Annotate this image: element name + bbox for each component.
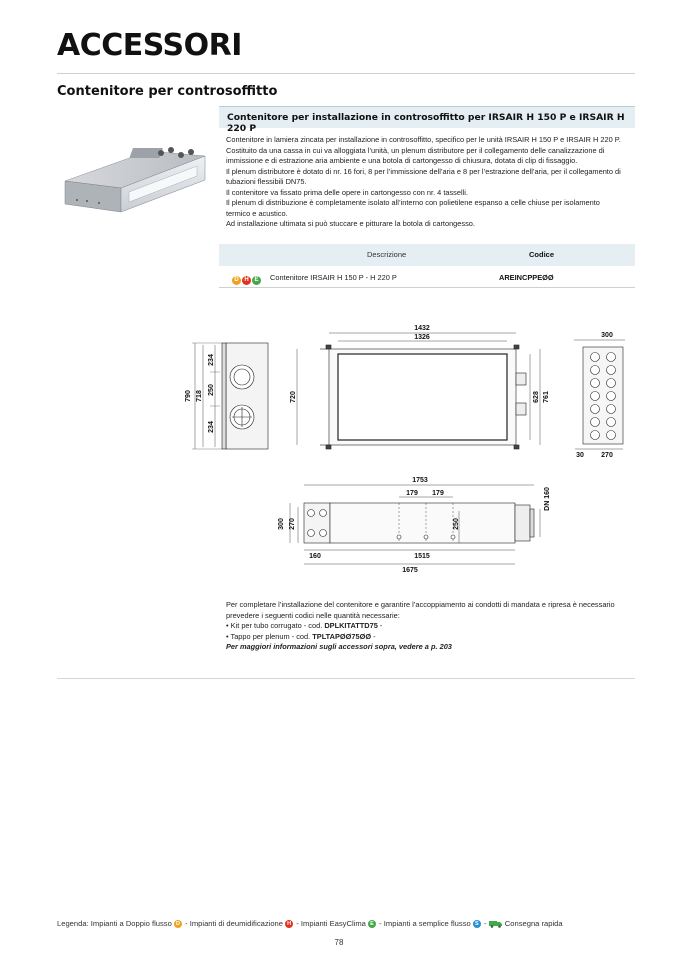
technical-drawing [170, 310, 640, 590]
dim-30: 30 [576, 452, 584, 459]
notes-item [226, 621, 636, 632]
dim-270: 270 [289, 518, 296, 530]
easyclima-badge-icon: E [368, 920, 376, 928]
easyclima-badge-icon: E [252, 276, 261, 285]
legend-text: - Impianti di deumidificazione [185, 919, 283, 928]
double-flow-badge-icon: D [174, 920, 182, 928]
dim-790: 790 [185, 390, 192, 402]
desc-line: Contenitore in lamiera zincata per installazione in controsoffitto, specifico per le unità IRSAIR H 150 P e IRSAIR H 220 P. [226, 135, 621, 144]
dim-718: 718 [196, 390, 203, 402]
col-code-header: Codice [529, 250, 555, 259]
section-divider [57, 678, 635, 679]
dim-dn160: DN 160 [544, 487, 551, 511]
product-description [226, 135, 632, 230]
dehumidification-badge-icon: H [285, 920, 293, 928]
legend [57, 919, 563, 928]
single-flow-badge-icon: S [473, 920, 481, 928]
dehumidification-badge-icon: H [242, 276, 251, 285]
dim-270: 270 [601, 452, 613, 459]
page-number: 78 [334, 938, 344, 947]
notes-item [226, 632, 636, 643]
table-header [219, 244, 635, 266]
dim-1515: 1515 [414, 553, 430, 560]
dim-234: 234 [208, 354, 215, 366]
notes-item-code: TPLTAPØØ75ØØ [312, 631, 372, 641]
legend-text: - Impianti EasyClima [296, 919, 366, 928]
table-row [219, 266, 635, 288]
dim-179: 179 [432, 490, 444, 497]
dim-179: 179 [406, 490, 418, 497]
dim-234: 234 [208, 421, 215, 433]
product-box-header [219, 106, 635, 134]
dim-628: 628 [533, 391, 540, 403]
double-flow-badge-icon: D [232, 276, 241, 285]
notes-more-info: Per maggiori informazioni sugli accessori sopra, vedere a p. 203 [226, 642, 452, 652]
side-view [192, 343, 268, 449]
desc-line: Il contenitore va fissato prima delle opere in cartongesso con nr. 4 tasselli. [226, 187, 468, 197]
notes-item-prefix: • Tappo per plenum - cod. [226, 631, 313, 641]
desc-line: Costituito da una cassa in cui va alloggiata l’unità, un plenum distributore per il collegamento delle canalizzazione di [226, 145, 605, 155]
row-description: Contenitore IRSAIR H 150 P - H 220 P [270, 273, 397, 282]
title-divider [57, 73, 635, 74]
product-box-title: Contenitore per installazione in controsoffitto per IRSAIR H 150 P e IRSAIR H 220 P [227, 112, 625, 134]
dim-1675: 1675 [402, 567, 418, 574]
dim-250: 250 [453, 518, 460, 530]
row-code: AREINCPPEØØ [499, 273, 554, 282]
dim-761: 761 [543, 391, 550, 403]
desc-line: immissione e di estrazione aria ambiente e una botola di cartongesso di chiusura, dotata di clip di fissaggio. [226, 156, 578, 165]
installation-notes [226, 600, 636, 653]
plenum-view [574, 340, 625, 449]
dim-1326: 1326 [414, 334, 430, 341]
desc-line: tubazioni flessibili DN75. [226, 177, 307, 186]
page-title: ACCESSORI [57, 28, 242, 63]
legend-text: - Impianti a semplice flusso [379, 919, 471, 928]
dim-300: 300 [278, 518, 285, 530]
dim-160: 160 [309, 553, 321, 560]
notes-intro: Per completare l’installazione del contenitore e garantire l’accoppiamento ai condotti di mandata e ripresa è necessario prevedere i seguenti codici nelle quantità necessarie: [226, 600, 615, 620]
legend-text: - [483, 919, 487, 928]
dim-250: 250 [208, 384, 215, 396]
desc-line: Ad installazione ultimata si può stuccare e pitturare la botola di cartongesso. [226, 219, 475, 228]
front-view [297, 333, 540, 449]
notes-item-suffix: - [371, 631, 376, 641]
ceiling-box-product-photo [57, 104, 217, 240]
dim-1432: 1432 [414, 325, 430, 332]
desc-line: Il plenum distributore è dotato di nr. 16 fori, 8 per l’immissione dell’aria e 8 per l’estrazione dell’aria, per il collegamento di [226, 166, 621, 176]
dim-300: 300 [601, 332, 613, 339]
truck-icon [489, 920, 503, 928]
section-title: Contenitore per controsoffitto [57, 84, 278, 99]
notes-item-prefix: • Kit per tubo corrugato - cod. [226, 621, 325, 631]
legend-text: Legenda: Impianti a Doppio flusso [57, 919, 172, 928]
desc-line: termico e acustico. [226, 208, 288, 218]
dim-1753: 1753 [412, 477, 428, 484]
notes-item-code: DPLKITATTD75 [324, 621, 378, 631]
desc-line: Il plenum di distribuzione è completamente isolato all’interno con polietilene espanso a celle chiuse per isolamento [226, 198, 600, 207]
code-table [219, 244, 635, 288]
dim-720: 720 [290, 391, 297, 403]
col-description-header: Descrizione [367, 250, 407, 259]
system-badges [232, 272, 262, 290]
notes-item-suffix: - [377, 621, 383, 631]
legend-text: Consegna rapida [504, 919, 563, 928]
